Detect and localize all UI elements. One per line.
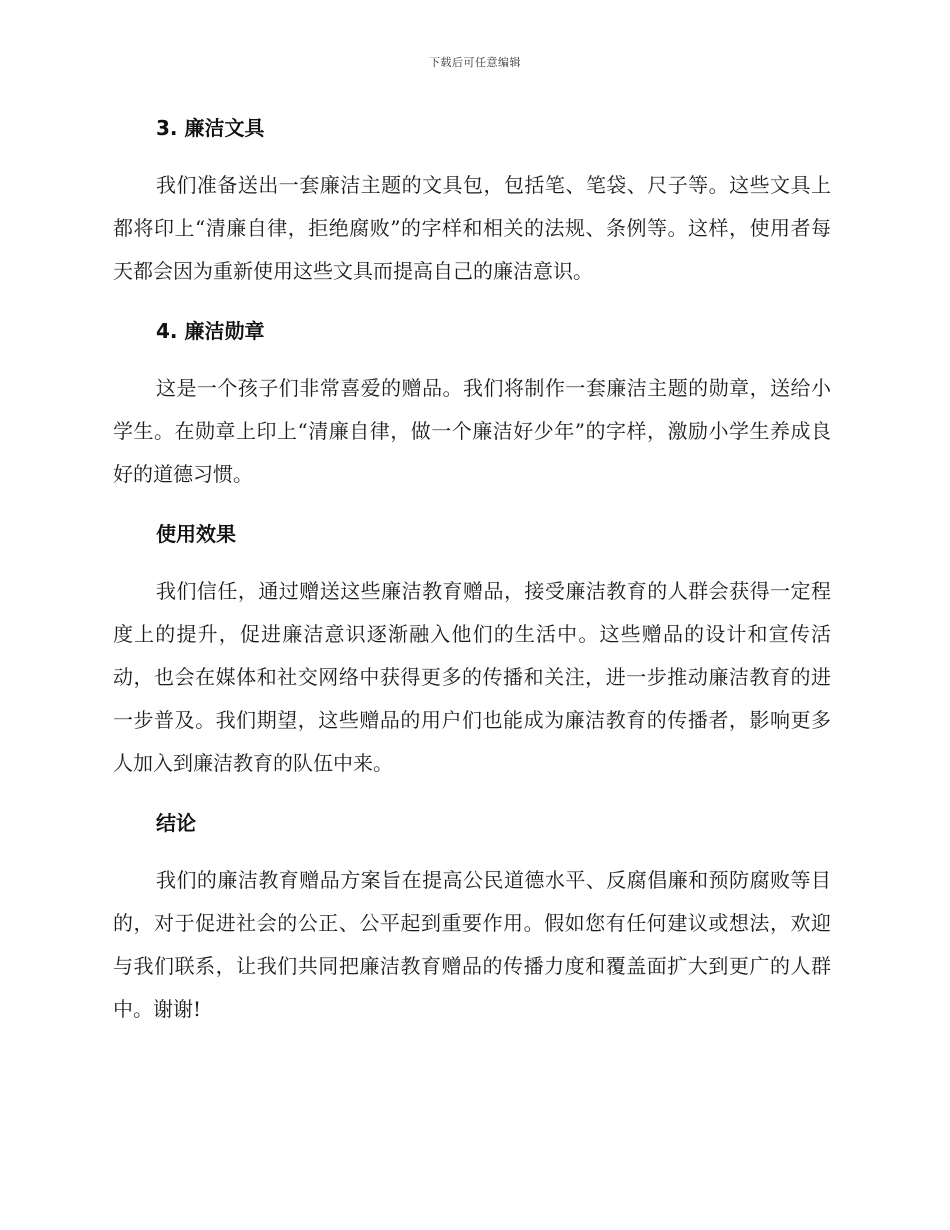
section-heading: 3. 廉洁文具 (156, 116, 265, 140)
section-conclusion (113, 803, 831, 1031)
section-paragraph: 我们的廉洁教育赠品方案旨在提高公民道德水平、反腐倡廉和预防腐败等目的，对于促进社会的公正、公平起到重要作用。假如您有任何建议或想法，欢迎与我们联系，让我们共同把廉洁教育赠品的传播力度和覆盖面扩大到更广的人群中。谢谢! (113, 868, 831, 1021)
section-paragraph: 这是一个孩子们非常喜爱的赠品。我们将制作一套廉洁主题的勋章，送给小学生。在勋章上印上“清廉自律，做一个廉洁好少年”的字样，激励小学生养成良好的道德习惯。 (113, 376, 831, 486)
document-body (113, 108, 831, 1049)
section-paragraph: 我们信任，通过赠送这些廉洁教育赠品，接受廉洁教育的人群会获得一定程度上的提升，促进廉洁意识逐渐融入他们的生活中。这些赠品的设计和宣传活动，也会在媒体和社交网络中获得更多的传播和关注，进一步推动廉洁教育的进一步普及。我们期望，这些赠品的用户们也能成为廉洁教育的传播者，影响更多人加入到廉洁教育的队伍中来。 (113, 579, 831, 775)
section-heading: 结论 (156, 811, 196, 835)
section-paragraph: 我们准备送出一套廉洁主题的文具包，包括笔、笔袋、尺子等。这些文具上都将印上“清廉自律，拒绝腐败”的字样和相关的法规、条例等。这样，使用者每天都会因为重新使用这些文具而提高自己的廉洁意识。 (113, 173, 831, 283)
section-stationery (113, 108, 831, 293)
section-heading: 4. 廉洁勋章 (156, 319, 265, 343)
section-heading: 使用效果 (156, 522, 236, 546)
section-effect (113, 514, 831, 785)
page-header: 下载后可任意编辑 (429, 56, 521, 69)
section-medal (113, 311, 831, 496)
